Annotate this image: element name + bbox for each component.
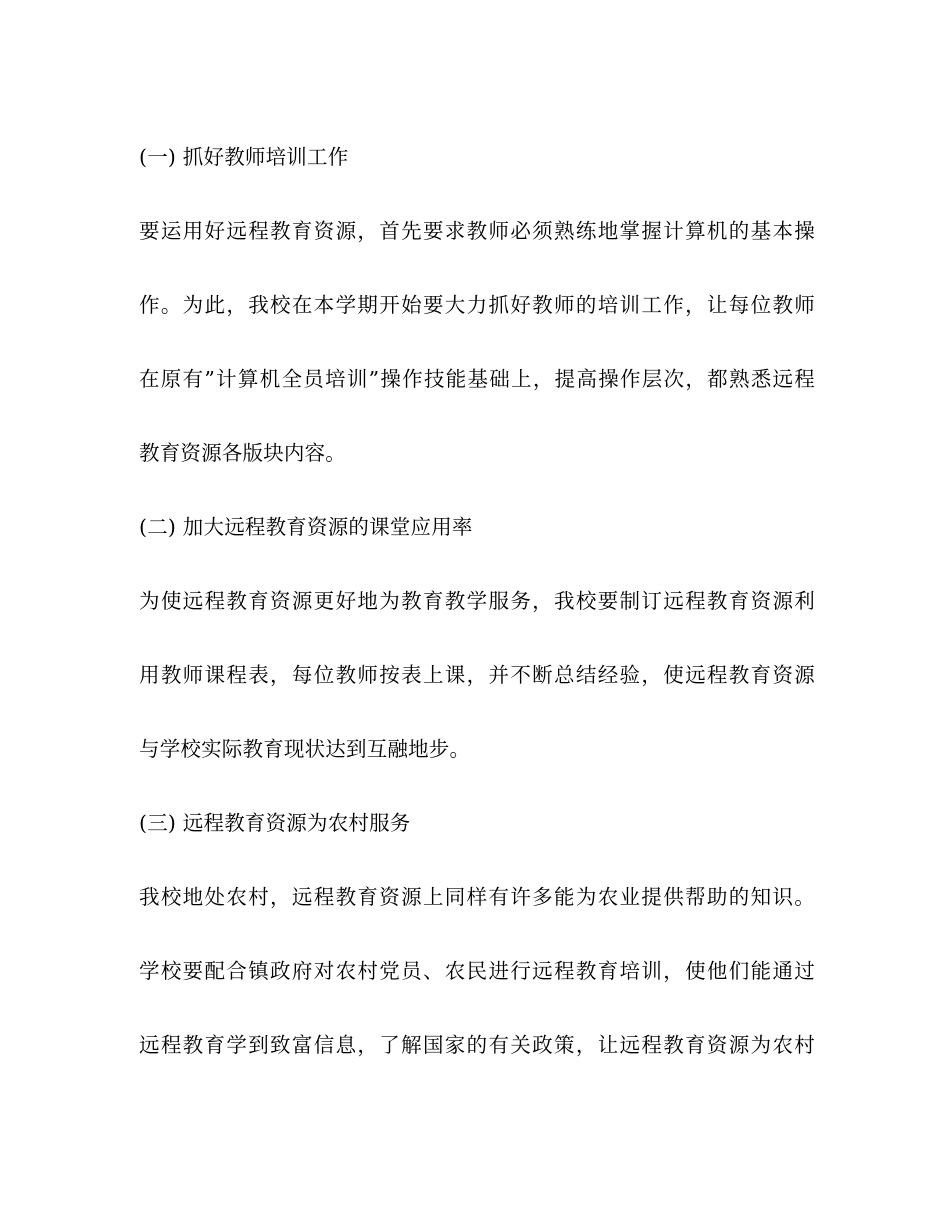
paragraph-line: 远程教育学到致富信息，了解国家的有关政策，让远程教育资源为农村 <box>139 1033 815 1057</box>
paragraph-line: 与学校实际教育现状达到互融地步。 <box>139 737 471 761</box>
document-body <box>139 138 815 1100</box>
paragraph-line: 在原有”计算机全员培训”操作技能基础上，提高操作层次，都熟悉远程 <box>139 367 815 391</box>
paragraph-line: 为使远程教育资源更好地为教育教学服务，我校要制订远程教育资源利 <box>139 589 815 613</box>
paragraph-line: 要运用好远程教育资源，首先要求教师必须熟练地掌握计算机的基本操 <box>139 219 815 243</box>
paragraph-line: 我校地处农村，远程教育资源上同样有许多能为农业提供帮助的知识。 <box>139 885 815 909</box>
paragraph-line: 作。为此，我校在本学期开始要大力抓好教师的培训工作，让每位教师 <box>139 293 815 317</box>
section-heading-3: (三) 远程教育资源为农村服务 <box>139 811 411 835</box>
paragraph-line: 教育资源各版块内容。 <box>139 441 346 465</box>
paragraph-line: 学校要配合镇政府对农村党员、农民进行远程教育培训，使他们能通过 <box>139 959 815 983</box>
paragraph-line: 用教师课程表，每位教师按表上课，并不断总结经验，使远程教育资源 <box>139 663 815 687</box>
section-heading-1: (一) 抓好教师培训工作 <box>139 145 349 169</box>
section-heading-2: (二) 加大远程教育资源的课堂应用率 <box>139 515 473 539</box>
